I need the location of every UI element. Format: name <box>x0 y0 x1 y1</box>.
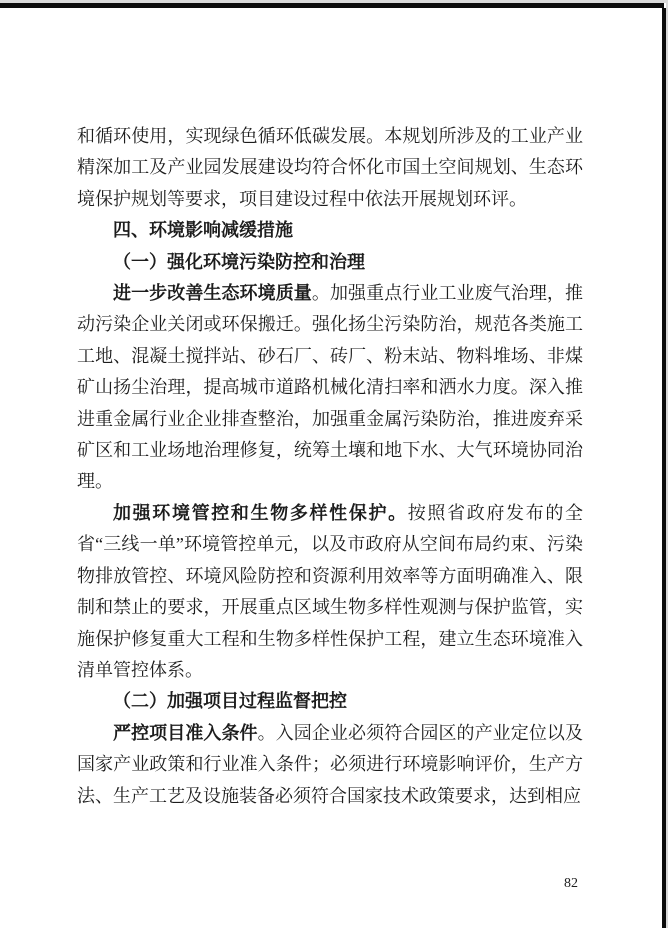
page-body <box>77 121 583 812</box>
subsection-heading-one: （一）强化环境污染防控和治理 <box>113 251 365 272</box>
paragraph-continued: 和循环使用，实现绿色循环低碳发展。本规划所涉及的工业产业精深加工及产业园发展建设均符合怀化市国土空间规划、生态环境保护规划等要求，项目建设过程中依法开展规划环评。 <box>77 126 583 209</box>
paragraph-entry-conditions-text: 。入园企业必须符合园区的产业定位以及国家产业政策和行业准入条件；必须进行环境影响评价，生产方法、生产工艺及设施装备必须符合国家技术政策要求，达到相应 <box>77 722 583 806</box>
section-heading-four: 四、环境影响减缓措施 <box>113 220 293 241</box>
paragraph-biodiversity-text: 按照省政府发布的全省“三线一单”环境管控单元，以及市政府从空间布局约束、污染物排放管控、环境风险防控和资源利用效率等方面明确准入、限制和禁止的要求，开展重点区域生物多样性观测与保护监管，实施保护修复重大工程和生物多样性保护工程，建立生态环境准入清单管控体系。 <box>77 502 583 680</box>
subsection-heading-two: （二）加强项目过程监督把控 <box>113 691 347 712</box>
paragraph-biodiversity <box>77 498 583 686</box>
page-number: 82 <box>564 876 578 891</box>
page-edge-top-border <box>0 3 664 8</box>
paragraph-eco-quality-text: 。加强重点行业工业废气治理，推动污染企业关闭或环保搬迁。强化扬尘污染防治，规范各类施工工地、混凝土搅拌站、砂石厂、砖厂、粉末站、物料堆场、非煤矿山扬尘治理，提高城市道路机械化清扫率和洒水力度。深入推进重金属行业企业排查整治，加强重金属污染防治，推进废弃采矿区和工业场地治理修复，统筹土壤和地下水、大气环境协同治理。 <box>77 283 584 492</box>
paragraph-entry-conditions-lead: 严控项目准入条件 <box>113 722 258 743</box>
paragraph-biodiversity-lead: 加强环境管控和生物多样性保护。 <box>113 502 408 523</box>
page-edge-right-border <box>662 8 666 928</box>
paragraph-eco-quality <box>77 278 583 498</box>
paragraph-eco-quality-lead: 进一步改善生态环境质量 <box>113 283 312 304</box>
paragraph-entry-conditions <box>77 718 583 812</box>
